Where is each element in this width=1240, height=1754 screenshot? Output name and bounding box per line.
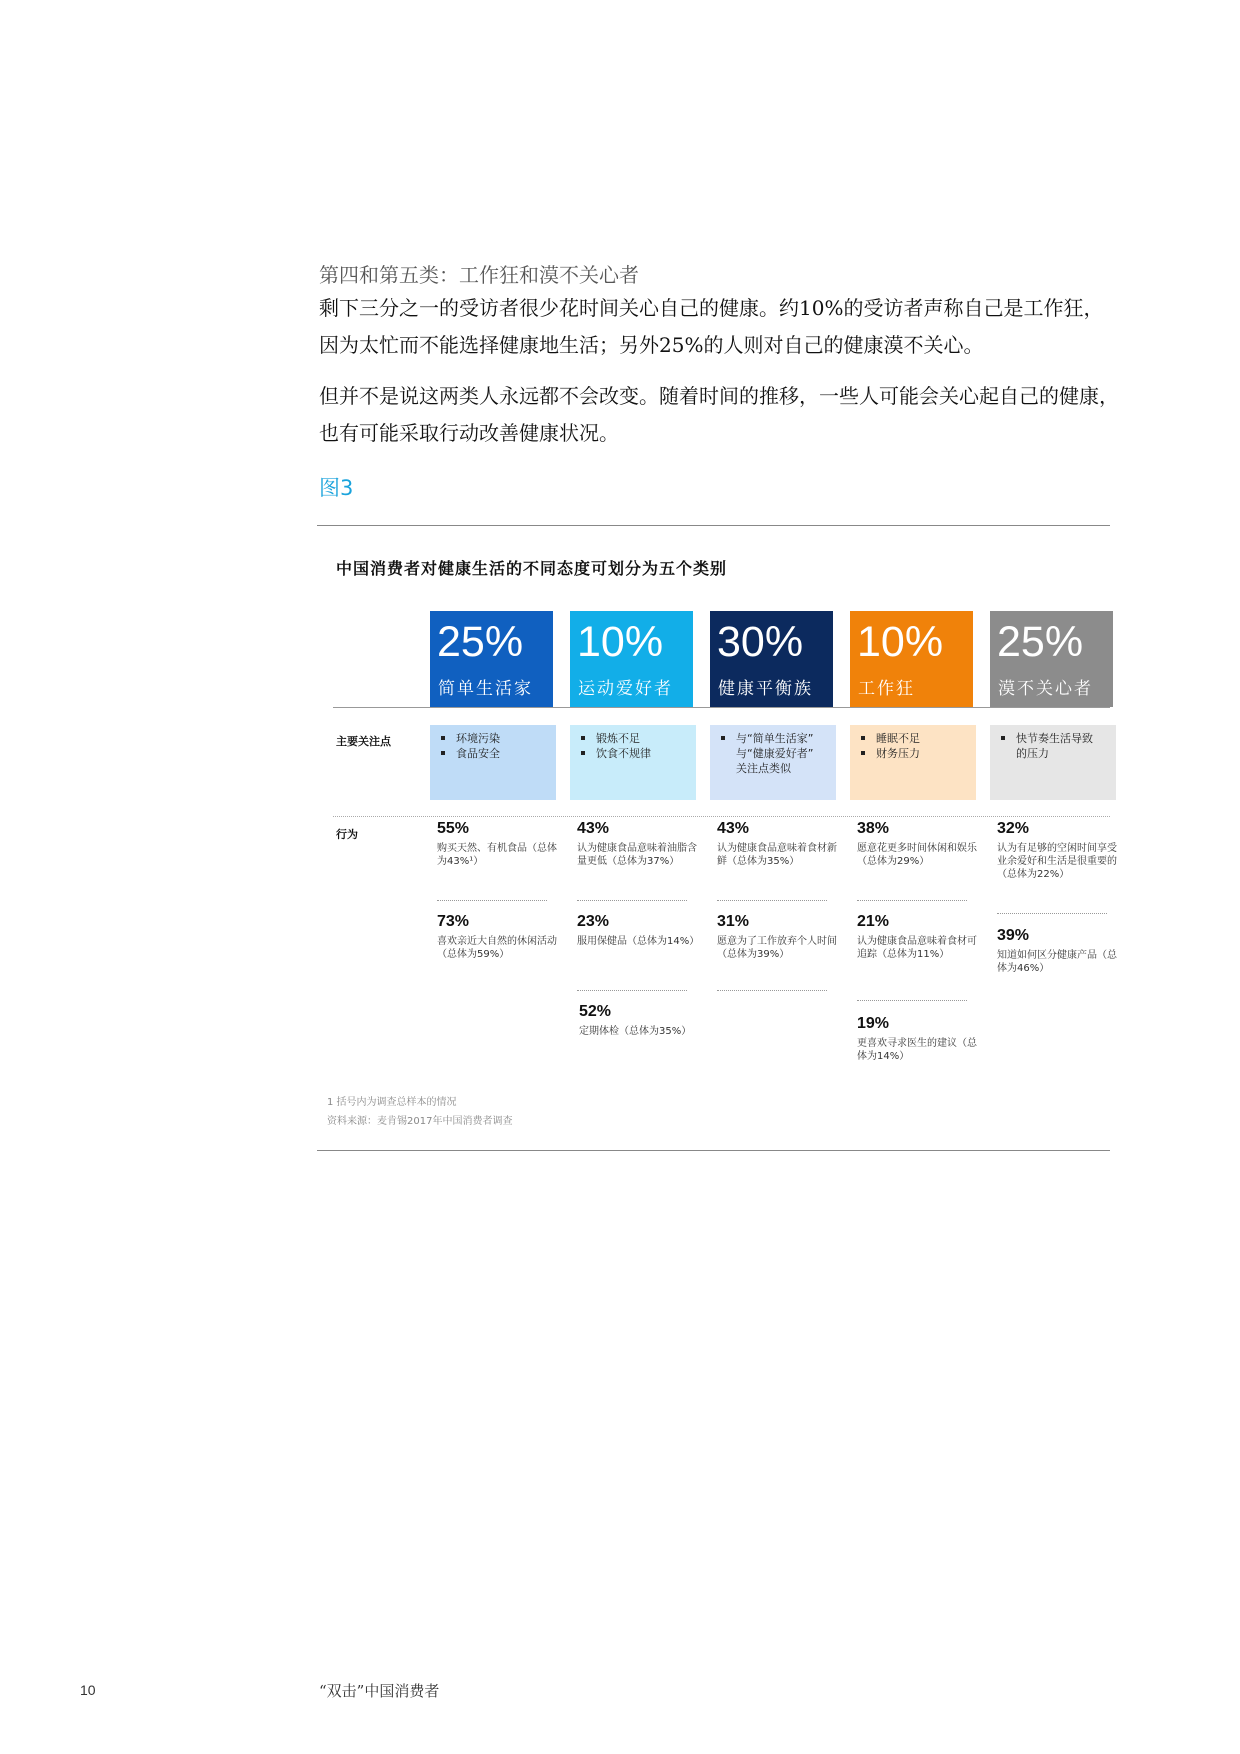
stat-value: 55% — [437, 820, 470, 837]
stat-block — [857, 820, 985, 868]
focus-item: 财务压力 — [860, 746, 970, 761]
section-subtitle: 第四和第五类：工作狂和漠不关心者 — [319, 263, 639, 287]
stat-value: 31% — [717, 913, 750, 930]
category-name: 漠不关心者 — [998, 679, 1093, 699]
paragraph-1: 剩下三分之一的受访者很少花时间关心自己的健康。约10%的受访者声称自己是工作狂，因为太忙而不能选择健康地生活；另外25%的人则对自己的健康漠不关心。 — [319, 296, 1104, 357]
focus-box-3 — [710, 725, 836, 800]
stat-divider — [857, 900, 967, 901]
focus-item: 与“简单生活家” — [720, 731, 830, 746]
category-name: 运动爱好者 — [578, 679, 673, 699]
category-name: 简单生活家 — [438, 679, 533, 699]
stat-text: 认为有足够的空闲时间享受业余爱好和生活是很重要的（总体为22%） — [997, 843, 1117, 880]
stat-divider — [857, 1000, 967, 1001]
category-box-3 — [710, 611, 833, 707]
focus-item: 关注点类似 — [736, 762, 791, 775]
stat-divider — [577, 900, 687, 901]
stat-value: 73% — [437, 913, 470, 930]
stat-divider — [577, 990, 687, 991]
category-box-1 — [430, 611, 553, 707]
category-name: 工作狂 — [858, 679, 915, 699]
stat-value: 38% — [857, 820, 890, 837]
stat-block — [997, 927, 1125, 975]
stat-block — [857, 913, 985, 961]
stat-value: 21% — [857, 913, 890, 930]
stat-value: 39% — [997, 927, 1030, 944]
stat-text: 愿意为了工作放弃个人时间（总体为39%） — [717, 936, 837, 960]
focus-box-1 — [430, 725, 556, 800]
stat-block — [577, 820, 705, 868]
stat-text: 定期体检（总体为35%） — [579, 1026, 692, 1037]
stat-text: 愿意花更多时间休闲和娱乐（总体为29%） — [857, 843, 977, 867]
stat-text: 服用保健品（总体为14%） — [577, 936, 700, 947]
stat-text: 更喜欢寻求医生的建议（总体为14%） — [857, 1038, 977, 1062]
stat-block — [997, 820, 1125, 881]
stat-divider — [717, 990, 827, 991]
footer-title: “双击”中国消费者 — [319, 1682, 440, 1700]
focus-item: 食品安全 — [440, 746, 550, 761]
stat-divider — [997, 913, 1107, 914]
figure-top-rule — [317, 525, 1110, 526]
category-pct: 10% — [577, 618, 664, 666]
focus-item: 与“健康爱好者” — [736, 747, 814, 760]
stat-text: 认为健康食品意味着食材新鲜（总体为35%） — [717, 843, 837, 867]
focus-item: 睡眠不足 — [860, 731, 970, 746]
figure-title: 中国消费者对健康生活的不同态度可划分为五个类别 — [336, 559, 728, 578]
category-baseline — [333, 707, 1110, 708]
category-box-4 — [850, 611, 973, 707]
category-pct: 30% — [717, 618, 804, 666]
focus-item: 环境污染 — [440, 731, 550, 746]
focus-item: 快节奏生活导致 — [1000, 731, 1110, 746]
stat-value: 52% — [579, 1003, 612, 1020]
focus-behavior-divider — [333, 816, 1110, 817]
category-pct: 10% — [857, 618, 944, 666]
stat-block — [857, 1015, 985, 1063]
figure-bottom-rule — [317, 1150, 1110, 1151]
category-pct: 25% — [437, 618, 524, 666]
figure-label: 图3 — [319, 476, 354, 500]
focus-item: 饮食不规律 — [580, 746, 690, 761]
category-box-5 — [990, 611, 1113, 707]
stat-divider — [717, 900, 827, 901]
stat-value: 32% — [997, 820, 1030, 837]
stat-value: 43% — [717, 820, 750, 837]
stat-block — [579, 1003, 707, 1038]
stat-text: 认为健康食品意味着油脂含量更低（总体为37%） — [577, 843, 697, 867]
stat-value: 19% — [857, 1015, 890, 1032]
row-label-focus: 主要关注点 — [336, 735, 391, 748]
focus-item: 锻炼不足 — [580, 731, 690, 746]
paragraph-2: 但并不是说这两类人永远都不会改变。随着时间的推移，一些人可能会关心起自己的健康，也有可能采取行动改善健康状况。 — [319, 384, 1119, 445]
stat-value: 23% — [577, 913, 610, 930]
stat-text: 认为健康食品意味着食材可追踪（总体为11%） — [857, 936, 977, 960]
stat-value: 43% — [577, 820, 610, 837]
stat-divider — [437, 900, 547, 901]
category-box-2 — [570, 611, 693, 707]
focus-box-2 — [570, 725, 696, 800]
row-label-behavior: 行为 — [336, 828, 358, 841]
stat-block — [437, 820, 565, 868]
category-pct: 25% — [997, 618, 1084, 666]
category-name: 健康平衡族 — [718, 679, 813, 699]
stat-block — [437, 913, 565, 961]
stat-text: 知道如何区分健康产品（总体为46%） — [997, 950, 1117, 974]
footnote: 1 括号内为调查总样本的情况 — [327, 1097, 457, 1108]
focus-item: 的压力 — [1016, 747, 1049, 760]
source-note: 资料来源：麦肯锡2017年中国消费者调查 — [327, 1116, 513, 1127]
stat-block — [717, 820, 845, 868]
page-number: 10 — [80, 1682, 96, 1698]
focus-box-4 — [850, 725, 976, 800]
stat-block — [577, 913, 705, 948]
focus-box-5 — [990, 725, 1116, 800]
stat-text: 购买天然、有机食品（总体为43%¹） — [437, 843, 557, 867]
stat-block — [717, 913, 845, 961]
stat-text: 喜欢亲近大自然的休闲活动（总体为59%） — [437, 936, 557, 960]
